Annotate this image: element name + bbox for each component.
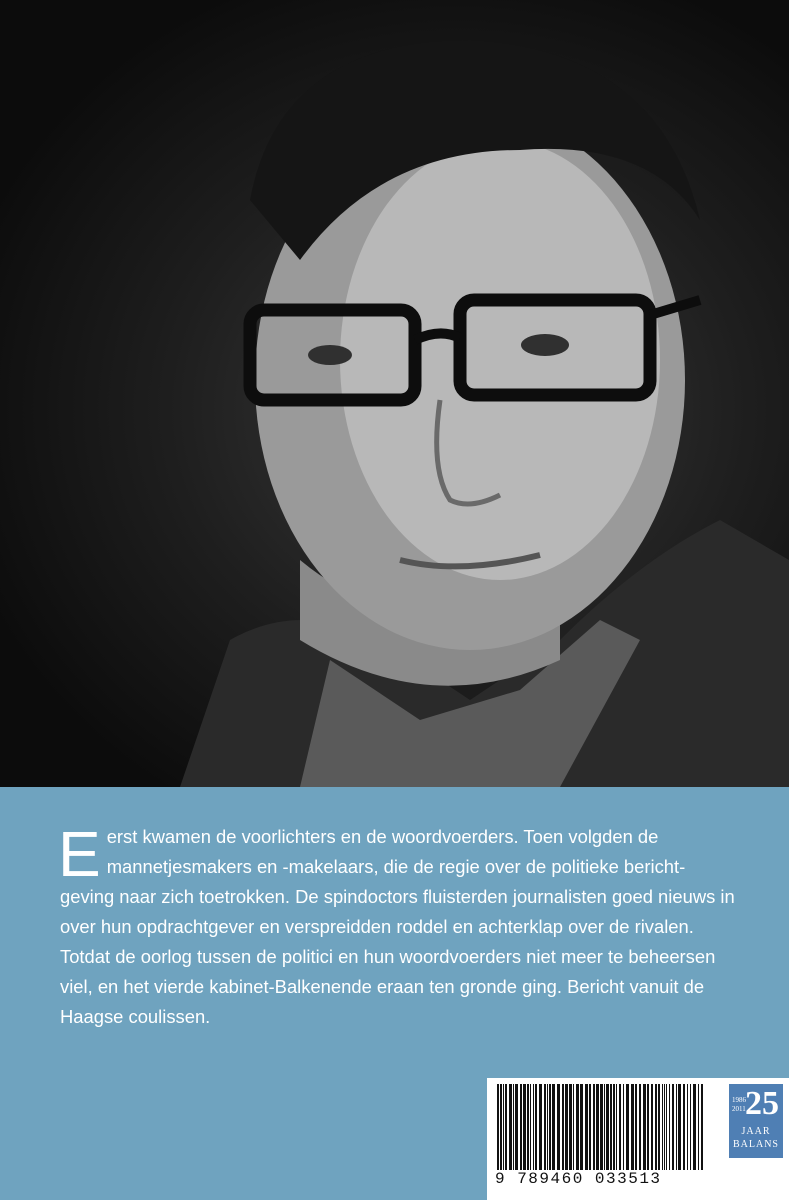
badge-year-start: 1986 bbox=[732, 1096, 746, 1104]
back-cover-blurb bbox=[58, 818, 736, 1032]
publisher-badge bbox=[728, 1083, 784, 1159]
badge-year-end: 2011 bbox=[732, 1105, 746, 1113]
badge-jaar: JAAR bbox=[741, 1126, 771, 1137]
badge-years bbox=[732, 1096, 746, 1114]
drop-cap: E bbox=[58, 818, 101, 890]
isbn-number: 9 789460 033513 bbox=[495, 1170, 662, 1188]
badge-number: 25 bbox=[745, 1085, 779, 1122]
barcode-icon bbox=[495, 1084, 707, 1170]
badge-balans: BALANS bbox=[732, 1139, 779, 1150]
blurb-text: erst kwamen de voorlichters en de woordvoerders. Toen volgden de mannetjesmakers en -makelaars, die de regie over de politieke bericht-geving naar zich toetrokken. De spindoctors fluisterden journalisten goed nieuws in over hun opdrachtgever en verspreidden roddel en achterklap over de rivalen. Totdat de oorlog tussen de politici en hun woordvoerders niet meer te beheersen viel, en het vierde kabinet-Balkenende eraan ten gronde ging. Bericht vanuit de Haagse coulissen. bbox=[60, 826, 735, 1027]
